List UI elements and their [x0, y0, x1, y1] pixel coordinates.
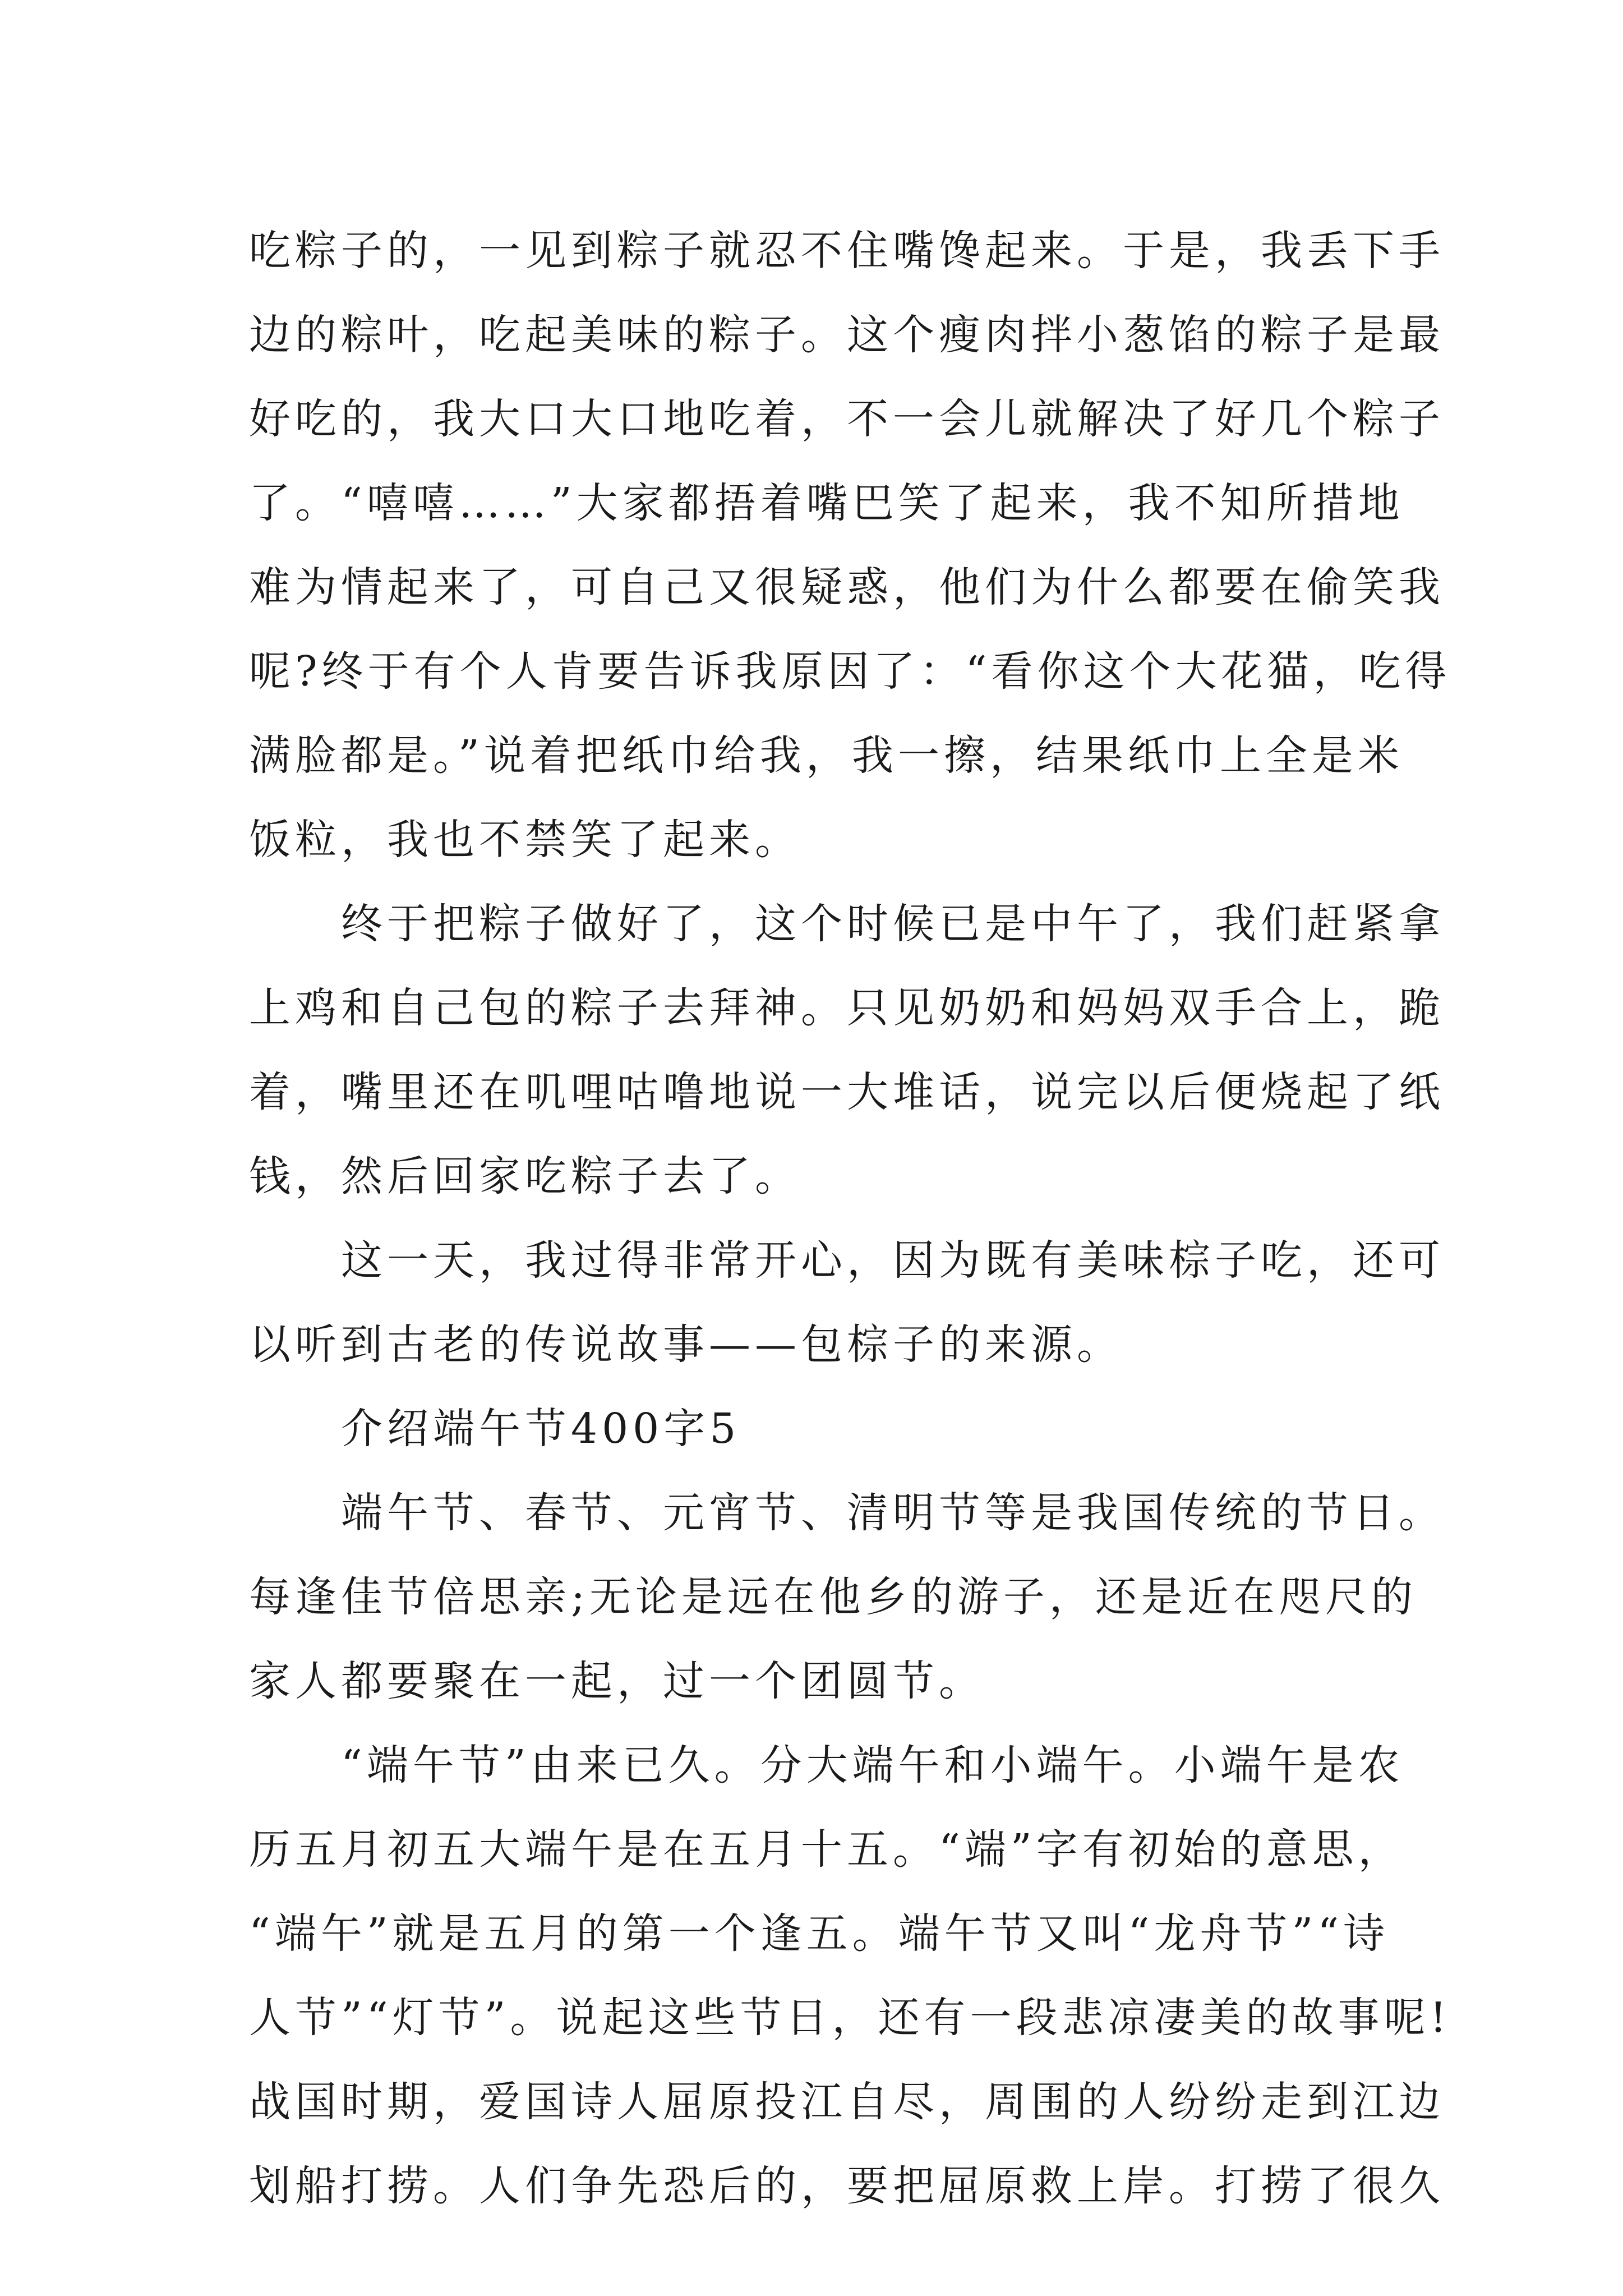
- text-line: 上鸡和自己包的粽子去拜神。只见奶奶和妈妈双手合上，跪: [249, 984, 1445, 1032]
- text-line: 边的粽叶，吃起美味的粽子。这个瘦肉拌小葱馅的粽子是最: [249, 311, 1445, 359]
- text-line: 这一天，我过得非常开心，因为既有美味棕子吃，还可: [249, 1236, 1445, 1285]
- text-line: 好吃的，我大口大口地吃着，不一会儿就解决了好几个粽子: [249, 395, 1445, 443]
- text-line: 人节”“灯节”。说起这些节日，还有一段悲凉凄美的故事呢!: [249, 1994, 1451, 2042]
- text-line: 历五月初五大端午是在五月十五。“端”字有初始的意思，: [249, 1825, 1404, 1874]
- text-line: 难为情起来了，可自己又很疑惑，他们为什么都要在偷笑我: [249, 563, 1445, 611]
- text-line: 每逢佳节倍思亲;无论是远在他乡的游子，还是近在咫尺的: [249, 1573, 1417, 1621]
- text-line: 战国时期，爱国诗人屈原投江自尽，周围的人纷纷走到江边: [249, 2078, 1445, 2126]
- text-line: 吃粽子的，一见到粽子就忍不住嘴馋起来。于是，我丢下手: [249, 227, 1445, 275]
- text-line: 呢?终于有个人肯要告诉我原因了：“看你这个大花猫，吃得: [249, 647, 1451, 696]
- body-text: [249, 209, 1451, 2228]
- text-line: 划船打捞。人们争先恐后的，要把屈原救上岸。打捞了很久: [249, 2162, 1445, 2210]
- text-line: 终于把粽子做好了，这个时候已是中午了，我们赶紧拿: [249, 900, 1445, 948]
- text-line: “端午节”由来已久。分大端午和小端午。小端午是农: [249, 1741, 1404, 1789]
- text-line: 满脸都是。”说着把纸巾给我，我一擦，结果纸巾上全是米: [249, 731, 1404, 780]
- text-line: 家人都要聚在一起，过一个团圆节。: [249, 1657, 985, 1705]
- text-line: 着，嘴里还在叽哩咕噜地说一大堆话，说完以后便烧起了纸: [249, 1068, 1445, 1116]
- text-line: “端午”就是五月的第一个逢五。端午节又叫“龙舟节”“诗: [249, 1910, 1390, 1958]
- text-line: 以听到古老的传说故事——包棕子的来源。: [249, 1320, 1123, 1369]
- text-line: 端午节、春节、元宵节、清明节等是我国传统的节日。: [249, 1489, 1445, 1537]
- text-line: 了。“嘻嘻……”大家都捂着嘴巴笑了起来，我不知所措地: [249, 479, 1404, 527]
- section-heading: 介绍端午节400字5: [249, 1405, 741, 1453]
- text-line: 饭粒，我也不禁笑了起来。: [249, 816, 801, 864]
- text-line: 钱，然后回家吃粽子去了。: [249, 1152, 801, 1200]
